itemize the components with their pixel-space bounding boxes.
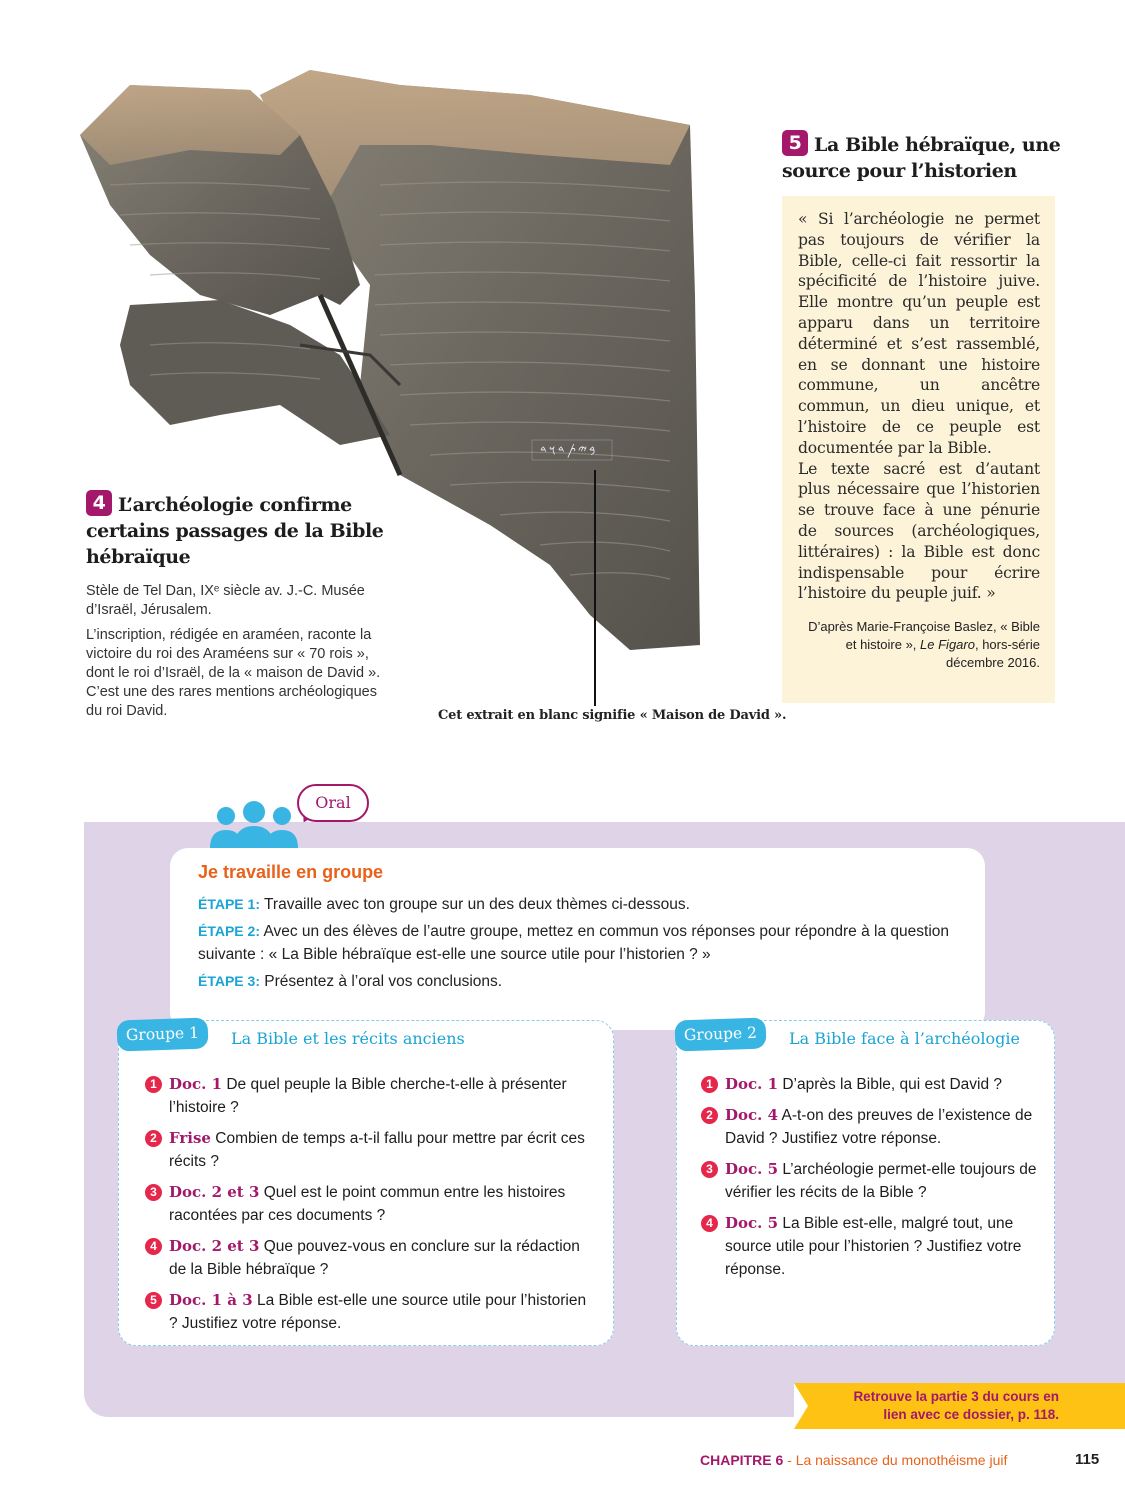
step-2: ÉTAPE 2: Avec un des élèves de l’autre groupe, mettez en commun vos réponses pour répondre à la question suivante : « La Bible hébraïque est-elle une source utile pour l’historien ? » bbox=[198, 923, 950, 963]
inscription-callout-caption: Cet extrait en blanc signifie « Maison de David ». bbox=[438, 708, 787, 723]
callout-line bbox=[594, 470, 596, 706]
step-3: ÉTAPE 3: Présentez à l’oral vos conclusions. bbox=[198, 973, 503, 990]
step-1: ÉTAPE 1: Travaille avec ton groupe sur un des deux thèmes ci-dessous. bbox=[198, 896, 690, 913]
group1-question: 5 Doc. 1 à 3 La Bible est-elle une source utile pour l’historien ? Justifiez votre réponse. bbox=[145, 1289, 595, 1335]
group2-badge: Groupe 2 bbox=[674, 1017, 766, 1051]
doc4-title bbox=[86, 490, 396, 570]
chapter-title: La naissance du monothéisme juif bbox=[795, 1452, 1008, 1468]
quote-paragraph-2: Le texte sacré est d’autant plus nécessaire que l’historien se trouve face à une pénurie de sources (archéologiques, littéraires) : la Bible est donc indispensable pour écrire l’histoire du peuple juif. » bbox=[798, 459, 1040, 603]
doc4-block bbox=[86, 490, 396, 721]
group-work-title: Je travaille en groupe bbox=[198, 862, 384, 882]
group1-questions bbox=[145, 1073, 595, 1343]
doc5-title-text: La Bible hébraïque, une source pour l’historien bbox=[782, 134, 1061, 182]
doc5-title bbox=[782, 130, 1082, 184]
group1-badge: Groupe 1 bbox=[116, 1017, 208, 1051]
doc5-number-badge: 5 bbox=[782, 130, 808, 156]
banner-line-2: lien avec ce dossier, p. 118. bbox=[883, 1407, 1059, 1422]
quote-source: D’après Marie-Françoise Baslez, « Bible et histoire », Le Figaro, hors-série décembre 2016. bbox=[808, 619, 1040, 671]
quote-paragraph-1: « Si l’archéologie ne permet pas toujours de vérifier la Bible, celle-ci fait ressortir la spécificité de l’histoire juive. Elle montre qu’un peuple est apparu dans un territoire déterminé et s’est rassemblé, en se donnant une histoire commune, un ancêtre commun, un dieu unique, et l’histoire de ce peuple est documentée par la Bible. bbox=[798, 210, 1040, 457]
doc5-quote-box bbox=[782, 196, 1055, 703]
group2-box bbox=[676, 1020, 1055, 1346]
banner-notch bbox=[794, 1383, 808, 1429]
footer-separator: - bbox=[783, 1452, 796, 1468]
group2-question: 1 Doc. 1 D’après la Bible, qui est David ? bbox=[701, 1073, 1046, 1096]
group2-question: 3 Doc. 5 L’archéologie permet-elle toujours de vérifier les récits de la Bible ? bbox=[701, 1158, 1046, 1204]
page-footer bbox=[700, 1452, 1007, 1468]
group1-box bbox=[118, 1020, 614, 1346]
banner-line-1: Retrouve la partie 3 du cours en bbox=[853, 1389, 1059, 1404]
page-number: 115 bbox=[1075, 1451, 1100, 1468]
doc4-caption-text: L’inscription, rédigée en araméen, raconte la victoire du roi des Araméens sur « 70 rois », dont le roi d’Israël, de la « maison de David ». C’est une des rares mentions archéologiques du roi David. bbox=[86, 627, 381, 719]
oral-bubble: Oral bbox=[297, 784, 369, 822]
doc4-number-badge: 4 bbox=[86, 490, 112, 516]
doc4-caption-source: Stèle de Tel Dan, IXᵉ siècle av. J.-C. Musée d’Israël, Jérusalem. bbox=[86, 583, 365, 618]
group2-question: 2 Doc. 4 A-t-on des preuves de l’existence de David ? Justifiez votre réponse. bbox=[701, 1104, 1046, 1150]
group1-question: 4 Doc. 2 et 3 Que pouvez-vous en conclure sur la rédaction de la Bible hébraïque ? bbox=[145, 1235, 595, 1281]
group2-question: 4 Doc. 5 La Bible est-elle, malgré tout, une source utile pour l’historien ? Justifiez votre réponse. bbox=[701, 1212, 1046, 1281]
group1-question: 2 Frise Combien de temps a-t-il fallu pour mettre par écrit ces récits ? bbox=[145, 1127, 595, 1173]
chapter-label: CHAPITRE 6 bbox=[700, 1452, 784, 1468]
group2-questions bbox=[701, 1073, 1046, 1289]
group-instructions-card bbox=[170, 848, 985, 1030]
group2-theme: La Bible face à l’archéologie bbox=[789, 1029, 1020, 1048]
group1-question: 1 Doc. 1 De quel peuple la Bible cherche-t-elle à présenter l’histoire ? bbox=[145, 1073, 595, 1119]
group1-theme: La Bible et les récits anciens bbox=[231, 1029, 465, 1048]
course-link-banner[interactable] bbox=[794, 1383, 1125, 1429]
doc4-title-text: L’archéologie confirme certains passages de la Bible hébraïque bbox=[86, 494, 384, 568]
svg-text:𐤁𐤉𐤕𐤃𐤅𐤃: 𐤁𐤉𐤕𐤃𐤅𐤃 bbox=[540, 443, 598, 459]
group1-question: 3 Doc. 2 et 3 Quel est le point commun entre les histoires racontées par ces documents ? bbox=[145, 1181, 595, 1227]
